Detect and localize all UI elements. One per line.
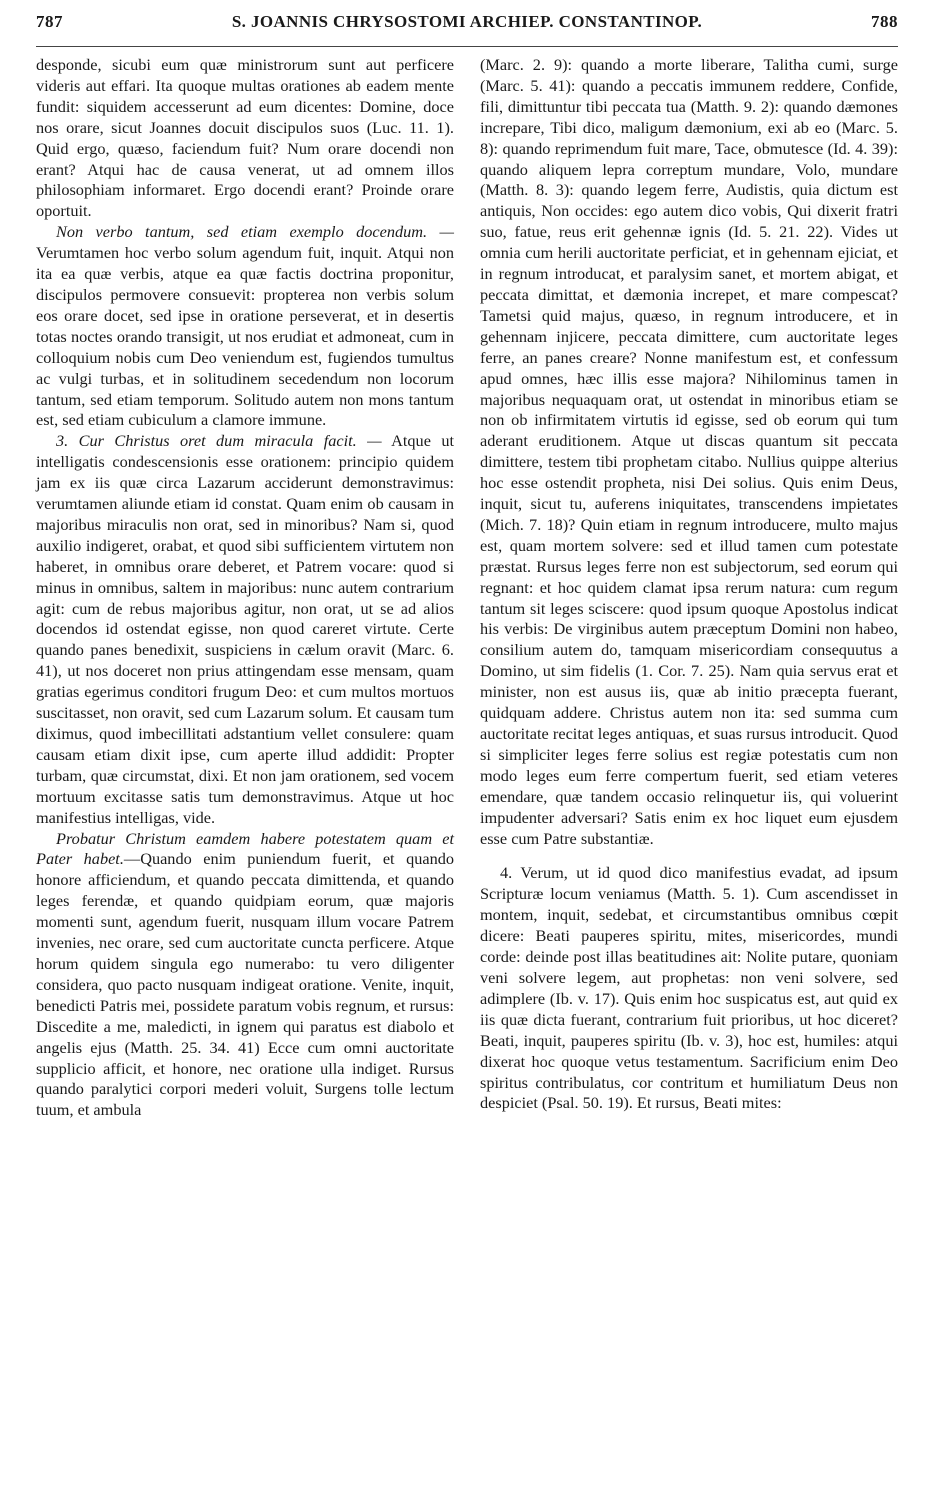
right-page-number: 788 xyxy=(871,12,898,31)
paragraph: 4. Verum, ut id quod dico manifestius evadat, ad ipsum Scripturæ locum veniamus (Matth. 5. 1). Cum ascendisset in montem, inquit, sedebat, et circumstantibus omnibus cœpit dicere: Beati pauperes spiritu, mites, misericordes, mundi corde: deinde post illas beatitudines ait: Nolite putare, quoniam veni solvere legem, aut prophetas: non veni solvere, sed adimplere (Ib. v. 17). Quis enim hoc suspicatus est, aut quid ex iis quæ dicta fuerant, contrarium fuit prioribus, ut hoc diceret? Beati, inquit, pauperes spiritu (Ib. v. 3), hoc est, humiles: atqui dixerat hoc quoque vetus testamentum. Sacrificium enim Deo spiritus contribulatus, cor contritum et humiliatum Deus non despiciet (Psal. 50. 19). Et rursus, Beati mites: xyxy=(480,863,898,1113)
left-page-number: 787 xyxy=(36,12,63,31)
paragraph: (Marc. 2. 9): quando a morte liberare, Talitha cumi, surge (Marc. 5. 41): quando a peccatis immunem reddere, Confide, fili, dimittuntur tibi peccata tua (Matth. 9. 2): quando dæmones increpare, Tibi dico, maligum dæmonium, exi ab eo (Marc. 5. 8): quando reprimendum fuit mare, Tace, obmutesce (Id. 4. 39): quando aliquem lepra correptum mundare, Volo, mundare (Matth. 8. 3): quando legem ferre, Audistis, quia dictum est antiquis, Non occides: ego autem dico vobis, Qui dixerit fratri suo, fatue, reus erit gehennæ ignis (Id. 5. 21. 22). Vides ut omnia cum herili auctoritate perficiat, et in gehennam ejiciat, et in regnum introducat, et paralysim sanet, et mortem abigat, et peccata dimittat, et dæmonia increpet, et mare compescat? Tametsi quid majus, quæso, in regnum introducere, et in gehennam injicere, peccata dimittere, cum auctoritate leges ferre, an panes creare? Nonne manifestum est, et confessum apud omnes, hæc illis esse majora? Nihilominus tamen in majoribus nequaquam orat, ut ostendat in minoribus etiam se non ob infirmitatem virtutis id egisse, sed ob eorum qui tum aderant eruditionem. Atque ut discas quantum sit peccata dimittere, testem tibi prophetam citabo. Nullius quippe alterius hoc esse ostendit propheta, nisi Dei solius. Quis enim Deus, inquit, sicut tu, auferens iniquitates, transcendens impietates (Mich. 7. 18)? Quin etiam in regnum introducere, multo majus est, quam mortem solvere: sed et illud tamen cum potestate præstat. Rursus leges ferre non est subjectorum, sed eorum qui regnant: et hoc quidem clamat ipsa rerum natura: cum regum tantum sit leges sciscere: quod ipsum quoque Apostolus indicat his verbis: De virginibus autem præceptum Domini non habeo, consilium autem do, tamquam misericordiam consequutus a Domino, ut sim fidelis (1. Cor. 7. 25). Nam quia servus erat et minister, non est ausus iis, quæ ab initio præcepta fuerant, quidquam addere. Christus autem non ita: sed summa cum auctoritate recitat leges antiquas, et suas rursus introducit. Quod si simpliciter leges ferre solius est regiæ potestatis cum non modo leges eum ferre compertum fuerit, sed etiam veteres emendare, quæ tandem occasio relinquetur iis, qui voluerint impudenter adversari? Satis enim ex hoc liquet eum ejusdem esse cum Patre substantiæ. xyxy=(480,55,898,848)
left-column xyxy=(36,55,454,1121)
section-heading: Non verbo tantum, sed etiam exemplo docendum. — xyxy=(56,222,454,242)
page-header xyxy=(36,12,898,47)
paragraph: 3. Cur Christus oret dum miracula facit. — Atque ut intelligatis condescensionis esse orationem: principio quidem jam ex iis quæ circa Lazarum acciderunt demonstravimus: verumtamen aliunde etiam id constat. Quam enim ob causam in majoribus miraculis non orat, sed in minoribus? Nam si, quod auxilio indigeret, orabat, et quod sibi sufficientem virtutem non haberet, in omnibus orare deberet, et Patrem vocare: quod si minus in omnibus, saltem in majoribus: nunc autem contrarium agit: cum de rebus majoribus agitur, non orat, ut se ad alios docendos id ostendat egisse, non quod careret virtute. Certe quando panes benedixit, suspiciens in cælum oravit (Marc. 6. 41), ut nos doceret non prius attingendam esse mensam, quam gratias egerimus conditori frugum Deo: et cum multos mortuos suscitasset, non oravit, sed cum Lazarum solum. Et causam tum diximus, quod imbecillitati adstantium vellet consulere: quam causam etiam dixit ipse, cum aperte illud addidit: Propter turbam, quæ circumstat, dixi. Et non jam orationem, sed vocem mortuum excitasse satis tum demonstravimus. Atque ut hoc manifestius intelligas, vide. xyxy=(36,431,454,827)
running-title: S. JOANNIS CHRYSOSTOMI ARCHIEP. CONSTANTINOP. xyxy=(231,12,703,31)
paragraph: desponde, sicubi eum quæ ministrorum sunt aut perficere videris aut effari. Ita quoque multas orationes ab eadem mente fundit: siquidem accesserunt ad eum dicentes: Domine, doce nos orare, sicut Joannes docuit discipulos suos (Luc. 11. 1). Quid ergo, quæso, faciendum fuit? Num orare docendi non erant? Atqui hac de causa venerat, ut ad omnem illos philosophiam informaret. Ergo docendi erant? Proinde orare oportuit. xyxy=(36,55,454,221)
paragraph: Probatur Christum eamdem habere potestatem quam et Pater habet.—Quando enim puniendum fuerit, et quando honore afficiendum, et quando peccata dimittenda, et quando leges ferendæ, et quando quidpiam eorum, quæ majoris momenti sunt, agendum fuerit, nusquam illum vocare Patrem invenies, nec orare, sed cum auctoritate cuncta perficere. Atque horum quidem singula ego numerabo: tu vero diligenter considera, quo pacto nusquam indigeat oratione. Venite, inquit, benedicti Patris mei, possidete paratum vobis regnum, et rursus: Discedite a me, maledicti, in ignem qui paratus est diabolo et angelis ejus (Matth. 25. 34. 41) Ecce cum omni auctoritate supplicio afficit, et honore, nec oratione ulla indiget. Rursus quando paralytici corpori mederi voluit, Surgens tolle lectum tuum, et ambula xyxy=(36,828,455,1120)
section-heading: Probatur Christum eamdem habere potestatem quam et Pater habet. xyxy=(36,828,454,869)
section-heading: 3. Cur Christus oret dum miracula facit. — xyxy=(56,431,382,451)
paragraph: Non verbo tantum, sed etiam exemplo docendum. — Verumtamen hoc verbo solum agendum fuit, inquit. Atqui non ita ea quæ verbis, atque ea quæ factis doctrina proponitur, discipulos permovere consuevit: propterea non verbis solum eos orare docet, sed ipse in oratione perseverat, et in desertis totas noctes orando transigit, ut nos erudiat et admoneat, cum in colloquium nobis cum Deo veniendum est, fugiendos tumultus ac vulgi turbas, et in solitudinem secedendum non locorum tantum, sed etiam temporum. Solitudo autem non mons tantum est, sed etiam cubiculum a clamore immune. xyxy=(36,222,454,430)
two-column-body xyxy=(36,55,898,1121)
right-column xyxy=(480,55,898,1121)
